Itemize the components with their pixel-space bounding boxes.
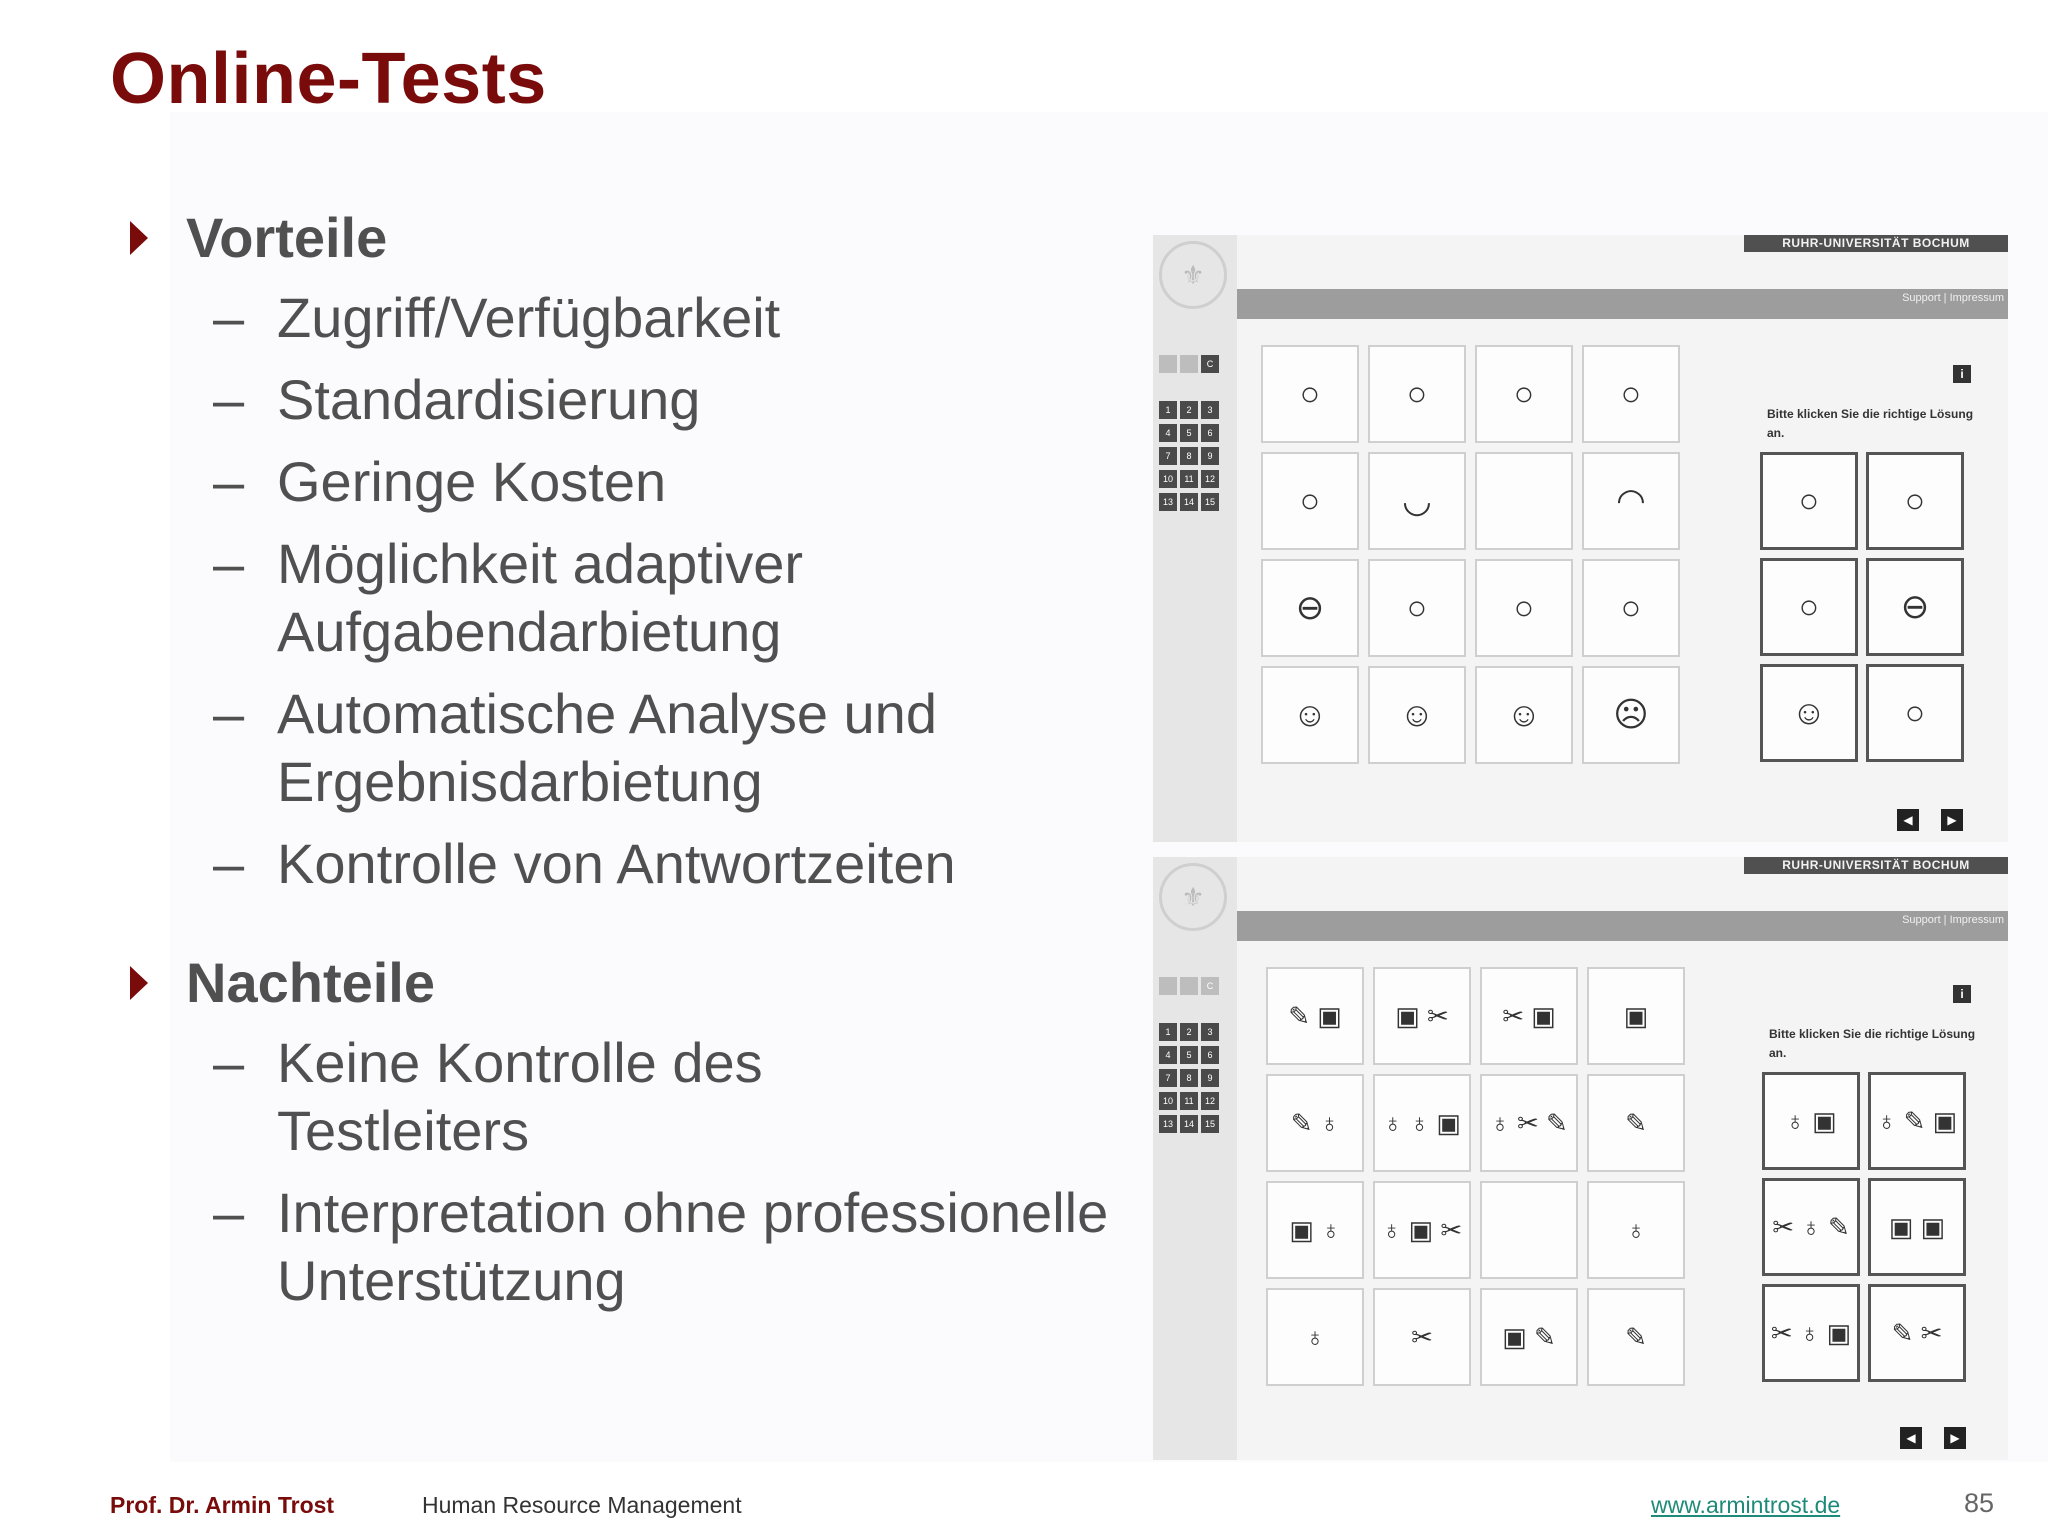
matrix-cell: ✂ bbox=[1373, 1288, 1471, 1386]
matrix-cell: ♁ ▣ ✂ bbox=[1373, 1181, 1471, 1279]
pager-cell: 3 bbox=[1201, 401, 1219, 419]
matrix-cell: ⊖ bbox=[1261, 559, 1359, 657]
matrix-cell: ✎ ♁ bbox=[1266, 1074, 1364, 1172]
answer-option[interactable]: ☺ bbox=[1760, 664, 1858, 762]
pager-cell bbox=[1180, 977, 1198, 995]
answer-option[interactable]: ○ bbox=[1866, 452, 1964, 550]
test-screenshot-faces bbox=[1153, 235, 2008, 842]
matrix-cell-missing bbox=[1475, 452, 1573, 550]
university-seal-icon: ⚜ bbox=[1159, 241, 1227, 309]
pager-cell: 4 bbox=[1159, 424, 1177, 442]
matrix-cell: ☺ bbox=[1261, 666, 1359, 764]
matrix-cell: ♁ ✂ ✎ bbox=[1480, 1074, 1578, 1172]
answer-option[interactable]: ○ bbox=[1760, 558, 1858, 656]
university-banner: RUHR-UNIVERSITÄT BOCHUM bbox=[1744, 235, 2008, 252]
pager-cell: 7 bbox=[1159, 447, 1177, 465]
screenshot-sidebar bbox=[1153, 857, 1237, 1460]
university-banner: RUHR-UNIVERSITÄT BOCHUM bbox=[1744, 857, 2008, 874]
section-heading bbox=[125, 205, 1177, 270]
dash-icon: – bbox=[213, 832, 245, 895]
pager-cell: 12 bbox=[1201, 470, 1219, 488]
section-advantages bbox=[125, 205, 1177, 898]
answer-option[interactable]: ✂ ♁ ✎ bbox=[1762, 1178, 1860, 1276]
pager-cell: 2 bbox=[1180, 401, 1198, 419]
answer-option[interactable]: ▣ ▣ bbox=[1868, 1178, 1966, 1276]
info-icon[interactable]: i bbox=[1953, 365, 1971, 383]
screenshot-header-band bbox=[1237, 911, 2008, 941]
matrix-cell: ○ bbox=[1261, 452, 1359, 550]
footer-subject: Human Resource Management bbox=[422, 1492, 742, 1518]
pager-cell: 15 bbox=[1201, 1115, 1219, 1133]
advantages-list bbox=[125, 284, 1177, 898]
matrix-cell: ○ bbox=[1368, 559, 1466, 657]
matrix-cell: ▣ ✂ bbox=[1373, 967, 1471, 1065]
pager-cell: 11 bbox=[1180, 470, 1198, 488]
matrix-cell: ○ bbox=[1582, 345, 1680, 443]
dash-icon: – bbox=[213, 682, 245, 745]
pager-cell: 12 bbox=[1201, 1092, 1219, 1110]
footer-website-link[interactable]: www.armintrost.de bbox=[1651, 1492, 1841, 1518]
previous-arrow-icon[interactable]: ◀ bbox=[1900, 1427, 1922, 1449]
pager-cell: 4 bbox=[1159, 1046, 1177, 1064]
test-screenshot-objects bbox=[1153, 857, 2008, 1460]
dash-icon: – bbox=[213, 450, 245, 513]
matrix-cell: ◡ bbox=[1368, 452, 1466, 550]
pager-cell: 11 bbox=[1180, 1092, 1198, 1110]
answer-option[interactable]: ○ bbox=[1866, 664, 1964, 762]
answer-options bbox=[1760, 452, 1964, 762]
next-arrow-icon[interactable]: ▶ bbox=[1941, 809, 1963, 831]
dash-icon: – bbox=[213, 1031, 245, 1094]
disadvantages-list bbox=[125, 1029, 1157, 1315]
list-item: – Zugriff/Verfügbarkeit bbox=[125, 284, 1177, 352]
screenshot-header-band bbox=[1237, 289, 2008, 319]
matrix-cell: ☺ bbox=[1368, 666, 1466, 764]
matrix-cell: ✎ bbox=[1587, 1074, 1685, 1172]
list-item: – Interpretation ohne professionelle Unterstützung bbox=[213, 1181, 1109, 1312]
instruction-text: Bitte klicken Sie die richtige Lösung an. bbox=[1767, 407, 1974, 440]
matrix-cell: ○ bbox=[1368, 345, 1466, 443]
answer-option[interactable]: ✂ ♁ ▣ bbox=[1762, 1284, 1860, 1382]
pager-cell: 2 bbox=[1180, 1023, 1198, 1041]
list-item: – Geringe Kosten bbox=[125, 448, 1177, 516]
answer-option[interactable]: ♁ ▣ bbox=[1762, 1072, 1860, 1170]
next-arrow-icon[interactable]: ▶ bbox=[1944, 1427, 1966, 1449]
matrix-grid bbox=[1261, 345, 1680, 764]
section-heading-text: Vorteile bbox=[186, 206, 388, 269]
answer-option[interactable]: ⊖ bbox=[1866, 558, 1964, 656]
dash-icon: – bbox=[213, 532, 245, 595]
pager-cell: 9 bbox=[1201, 1069, 1219, 1087]
slide-title: Online-Tests bbox=[110, 39, 547, 119]
screenshot-sidebar bbox=[1153, 235, 1237, 842]
pager-cell: 1 bbox=[1159, 1023, 1177, 1041]
matrix-cell-missing bbox=[1480, 1181, 1578, 1279]
matrix-cell: ☹ bbox=[1582, 666, 1680, 764]
pager-cell: 8 bbox=[1180, 1069, 1198, 1087]
pager-cell: 6 bbox=[1201, 1046, 1219, 1064]
section-heading bbox=[125, 950, 1157, 1015]
pager-cell: 1 bbox=[1159, 401, 1177, 419]
instruction-text: Bitte klicken Sie die richtige Lösung an. bbox=[1769, 1027, 1976, 1060]
matrix-cell: ○ bbox=[1582, 559, 1680, 657]
matrix-cell: ▣ bbox=[1587, 967, 1685, 1065]
dash-icon: – bbox=[213, 286, 245, 349]
page-number: 85 bbox=[1964, 1488, 1995, 1518]
pager-cell bbox=[1159, 355, 1177, 373]
list-item: – Keine Kontrolle des Testleiters bbox=[213, 1031, 763, 1162]
matrix-cell: ♁ bbox=[1266, 1288, 1364, 1386]
pager-cell: 9 bbox=[1201, 447, 1219, 465]
matrix-cell: ♁ bbox=[1587, 1181, 1685, 1279]
pager-cell: 7 bbox=[1159, 1069, 1177, 1087]
pager-cell: 13 bbox=[1159, 493, 1177, 511]
matrix-cell: ○ bbox=[1475, 345, 1573, 443]
answer-option[interactable]: ✎ ✂ bbox=[1868, 1284, 1966, 1382]
navigation-arrows bbox=[1897, 809, 1963, 831]
list-item: – Automatische Analyse und Ergebnisdarbietung bbox=[213, 682, 937, 813]
pager-cell: 10 bbox=[1159, 1092, 1177, 1110]
previous-arrow-icon[interactable]: ◀ bbox=[1897, 809, 1919, 831]
matrix-cell: ♁ ♁ ▣ bbox=[1373, 1074, 1471, 1172]
pager-cell: 15 bbox=[1201, 493, 1219, 511]
answer-option[interactable]: ○ bbox=[1760, 452, 1858, 550]
pager-cell: 8 bbox=[1180, 447, 1198, 465]
matrix-cell: ○ bbox=[1261, 345, 1359, 443]
screenshot-nav-links: Support | Impressum bbox=[1902, 292, 2004, 304]
section-disadvantages bbox=[125, 950, 1157, 1315]
bullet-triangle-icon bbox=[130, 221, 148, 255]
pager-cell: 14 bbox=[1180, 493, 1198, 511]
matrix-cell: ▣ ♁ bbox=[1266, 1181, 1364, 1279]
pager-cell: 13 bbox=[1159, 1115, 1177, 1133]
pager-cell: 6 bbox=[1201, 424, 1219, 442]
pager-cell: 10 bbox=[1159, 470, 1177, 488]
answer-option[interactable]: ♁ ✎ ▣ bbox=[1868, 1072, 1966, 1170]
list-item: – Kontrolle von Antwortzeiten bbox=[125, 830, 1177, 898]
question-pager bbox=[1159, 977, 1219, 1138]
matrix-cell: ▣ ✎ bbox=[1480, 1288, 1578, 1386]
section-heading-text: Nachteile bbox=[186, 951, 435, 1014]
pager-cell: C bbox=[1201, 977, 1219, 995]
matrix-cell: ✎ ▣ bbox=[1266, 967, 1364, 1065]
matrix-cell: ✂ ▣ bbox=[1480, 967, 1578, 1065]
bullet-triangle-icon bbox=[130, 966, 148, 1000]
question-pager bbox=[1159, 355, 1219, 516]
list-item: – Möglichkeit adaptiver Aufgabendarbietung bbox=[213, 532, 804, 663]
matrix-cell: ☺ bbox=[1475, 666, 1573, 764]
footer-author: Prof. Dr. Armin Trost bbox=[110, 1492, 335, 1518]
dash-icon: – bbox=[213, 1181, 245, 1244]
pager-cell: 5 bbox=[1180, 1046, 1198, 1064]
university-seal-icon: ⚜ bbox=[1159, 863, 1227, 931]
matrix-cell: ◠ bbox=[1582, 452, 1680, 550]
dash-icon: – bbox=[213, 368, 245, 431]
pager-cell: 14 bbox=[1180, 1115, 1198, 1133]
matrix-grid bbox=[1266, 967, 1685, 1386]
list-item: – Standardisierung bbox=[125, 366, 1177, 434]
navigation-arrows bbox=[1900, 1427, 1966, 1449]
pager-cell: 5 bbox=[1180, 424, 1198, 442]
pager-cell: 3 bbox=[1201, 1023, 1219, 1041]
answer-options bbox=[1762, 1072, 1966, 1382]
matrix-cell: ○ bbox=[1475, 559, 1573, 657]
info-icon[interactable]: i bbox=[1953, 985, 1971, 1003]
pager-cell bbox=[1159, 977, 1177, 995]
pager-cell bbox=[1180, 355, 1198, 373]
pager-cell: C bbox=[1201, 355, 1219, 373]
screenshot-nav-links: Support | Impressum bbox=[1902, 914, 2004, 926]
matrix-cell: ✎ bbox=[1587, 1288, 1685, 1386]
